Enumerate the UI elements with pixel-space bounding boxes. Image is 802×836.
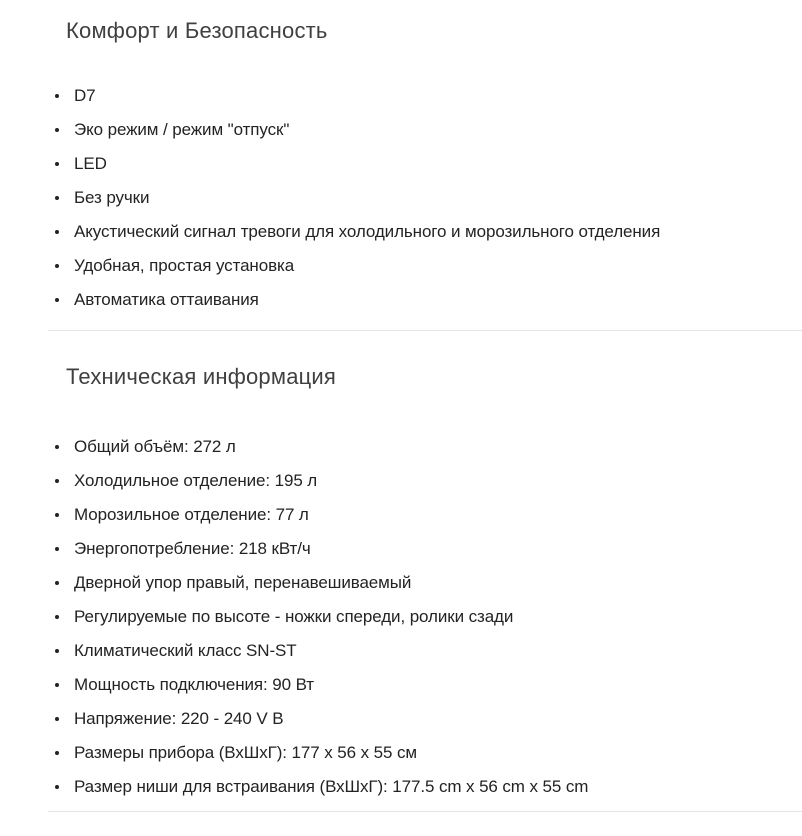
- list-item: Энергопотребление: 218 кВт/ч: [48, 539, 802, 559]
- list-item: Акустический сигнал тревоги для холодильного и морозильного отделения: [48, 222, 802, 242]
- product-spec-page: [0, 18, 802, 836]
- list-item: Автоматика оттаивания: [48, 290, 802, 310]
- comfort-safety-list: [48, 86, 802, 310]
- list-item: Морозильное отделение: 77 л: [48, 505, 802, 525]
- technical-info-list: [48, 437, 802, 797]
- section-title-comfort-safety: Комфорт и Безопасность: [66, 18, 328, 43]
- list-item: Эко режим / режим "отпуск": [48, 120, 802, 140]
- spec-content: [0, 18, 802, 812]
- section-divider: [48, 330, 802, 331]
- section-comfort-safety: [0, 18, 802, 331]
- list-item: LED: [48, 154, 802, 174]
- list-item: Климатический класс SN-ST: [48, 641, 802, 661]
- list-item: Мощность подключения: 90 Вт: [48, 675, 802, 695]
- section-title-technical-info: Техническая информация: [66, 364, 337, 389]
- list-item: D7: [48, 86, 802, 106]
- list-item: Холодильное отделение: 195 л: [48, 471, 802, 491]
- list-item: Без ручки: [48, 188, 802, 208]
- list-item: Размеры прибора (ВхШхГ): 177 x 56 x 55 см: [48, 743, 802, 763]
- list-item: Регулируемые по высоте - ножки спереди, ролики сзади: [48, 607, 802, 627]
- section-technical-info: [0, 364, 802, 812]
- section-divider: [48, 811, 802, 812]
- list-item: Напряжение: 220 - 240 V В: [48, 709, 802, 729]
- list-item: Размер ниши для встраивания (ВхШхГ): 177.5 cm x 56 cm x 55 cm: [48, 777, 802, 797]
- list-item: Общий объём: 272 л: [48, 437, 802, 457]
- list-item: Удобная, простая установка: [48, 256, 802, 276]
- list-item: Дверной упор правый, перенавешиваемый: [48, 573, 802, 593]
